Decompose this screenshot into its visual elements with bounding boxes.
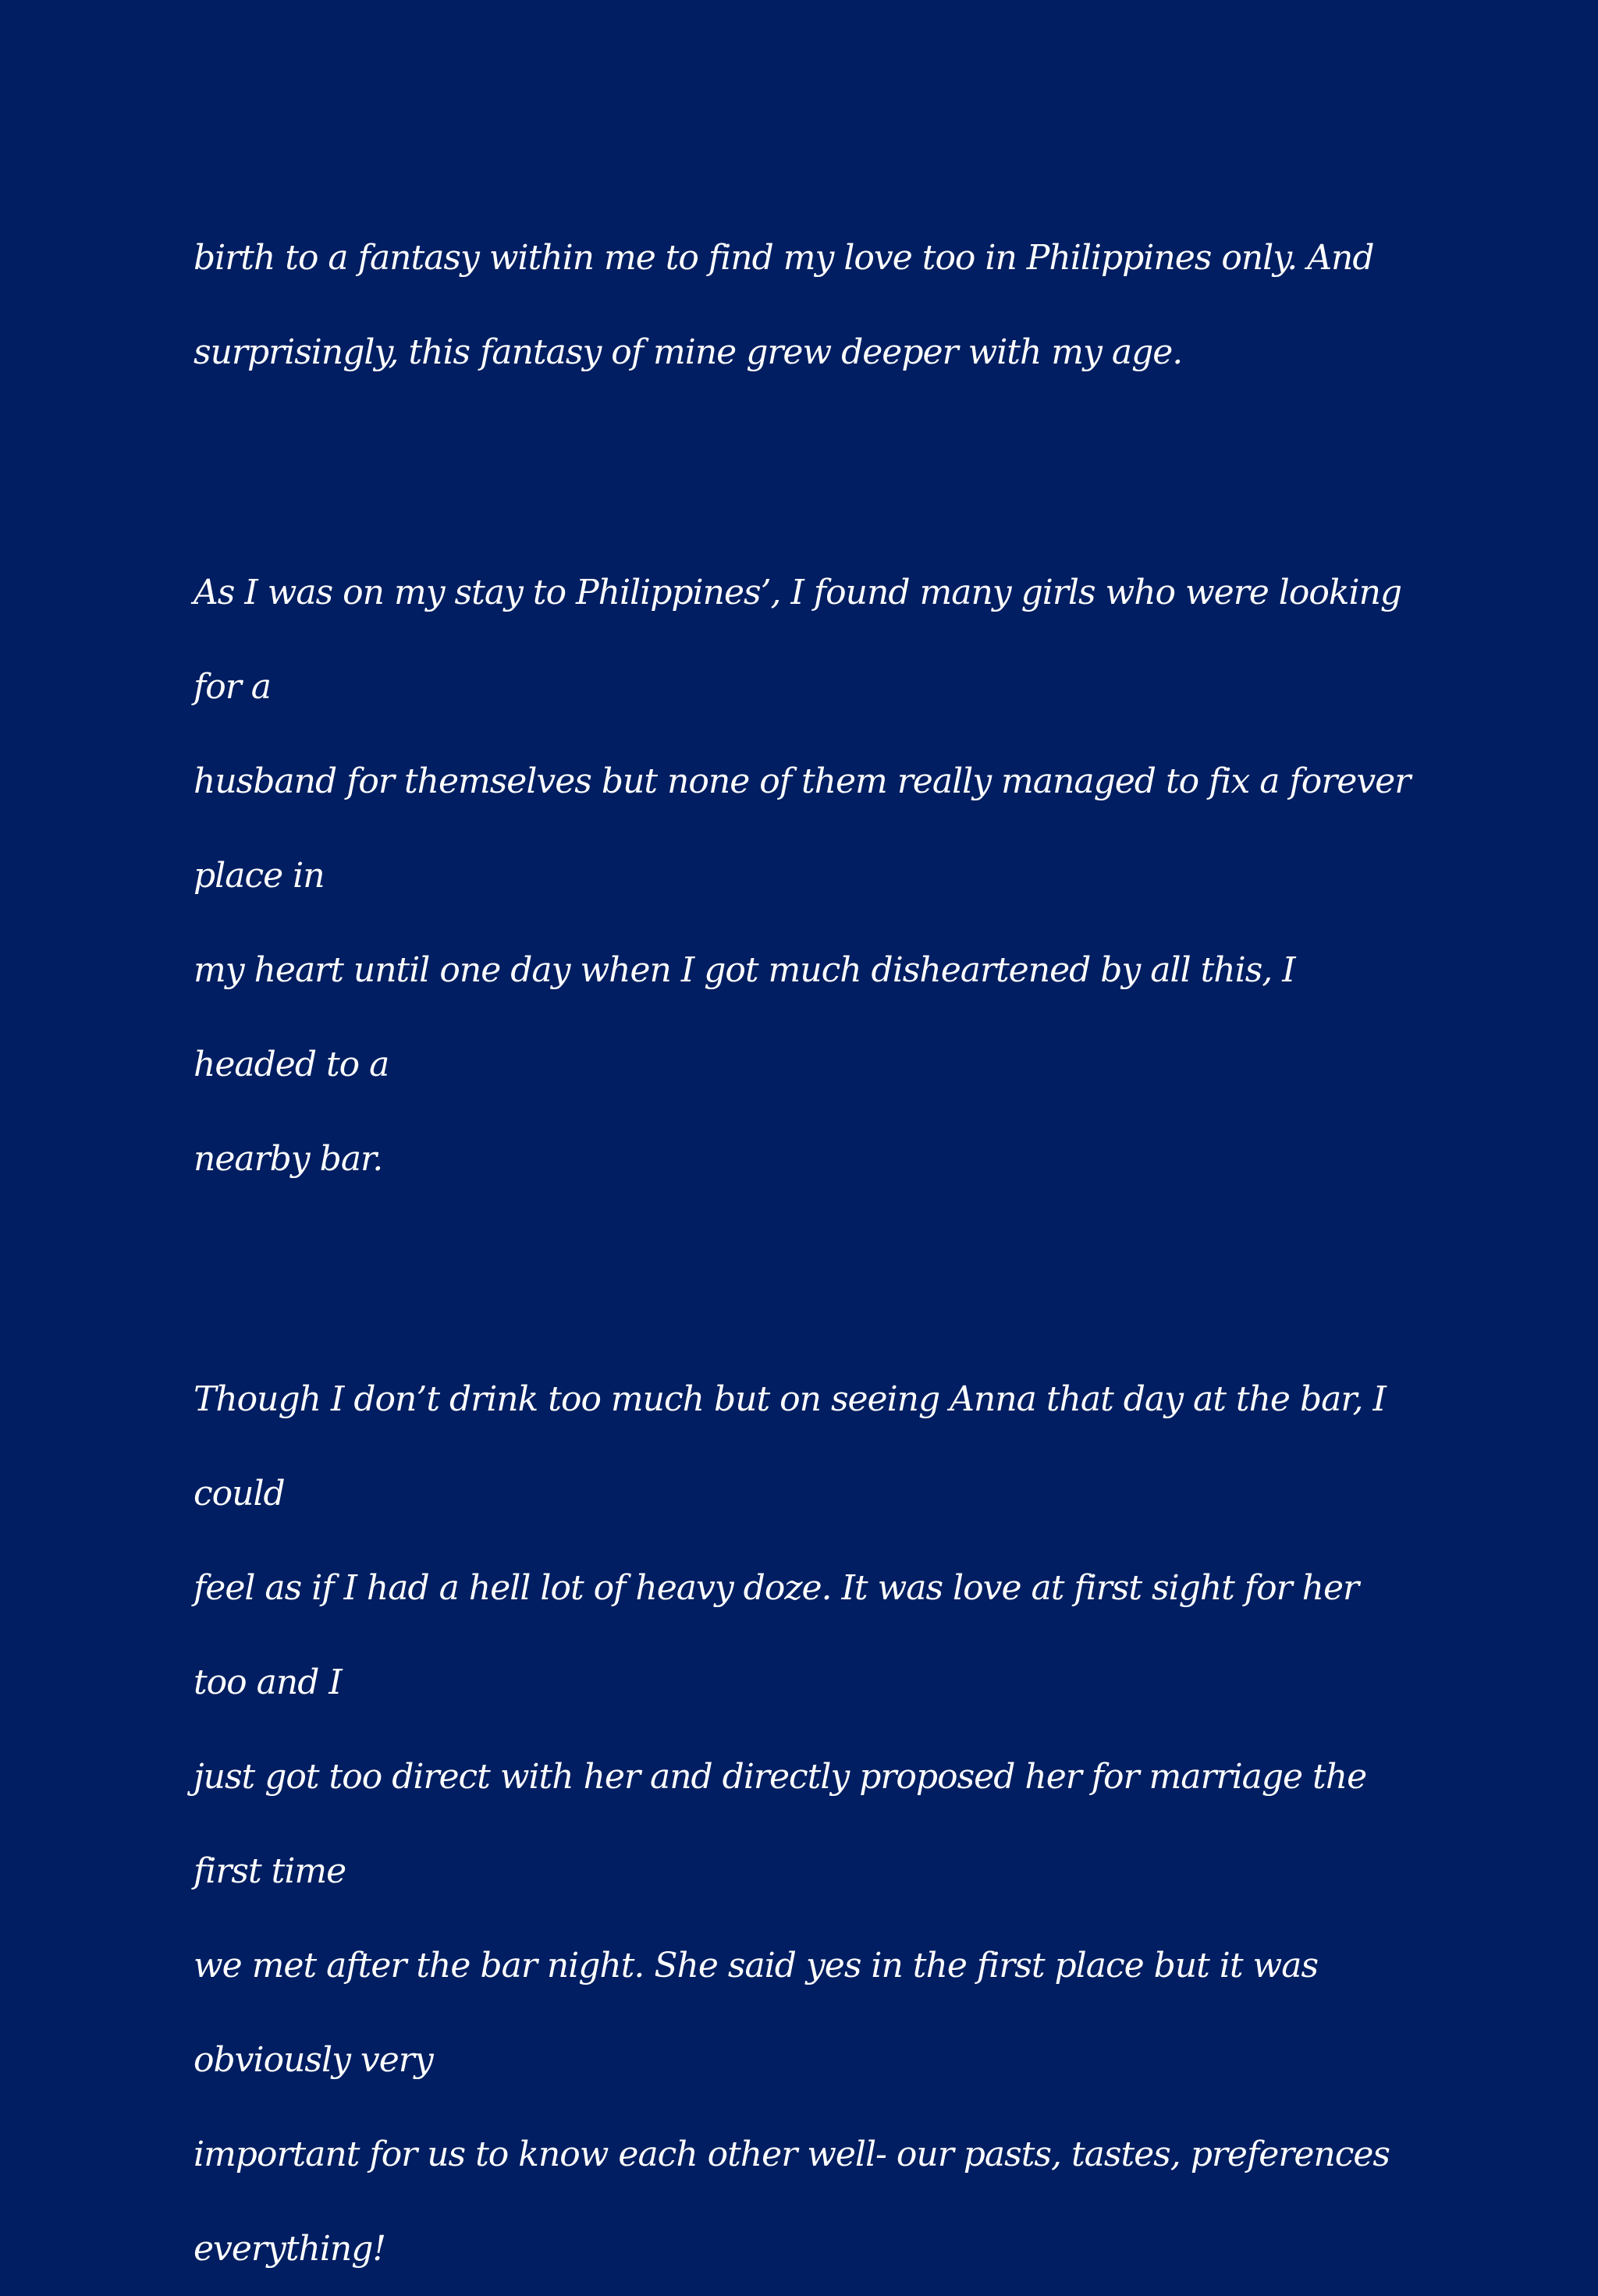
paragraph-gap	[194, 1206, 1411, 1352]
paragraph-3: Though I don’t drink too much but on seeing Anna that day at the bar, I could feel as if I had a hell lot of heavy doze. It was love at first sight for her too and I just got too direct with her and directly proposed her for marriage the first time we met after the bar night. She said yes in the first place but it was obviously very important for us to know each other well- our pasts, tastes, preferences everything!	[194, 1379, 1390, 2269]
paragraph-gap	[194, 399, 1411, 545]
story-text	[194, 211, 1411, 2296]
paragraph-1: birth to a fantasy within me to find my love too in Philippines only. And surprisingly, this fantasy of mine grew deeper with my age.	[194, 238, 1374, 372]
paragraph-2: As I was on my stay to Philippines’, I found many girls who were looking for a husband for themselves but none of them really managed to fix a forever place in my heart until one day when I got much disheartened by all this, I headed to a nearby bar.	[194, 573, 1411, 1179]
